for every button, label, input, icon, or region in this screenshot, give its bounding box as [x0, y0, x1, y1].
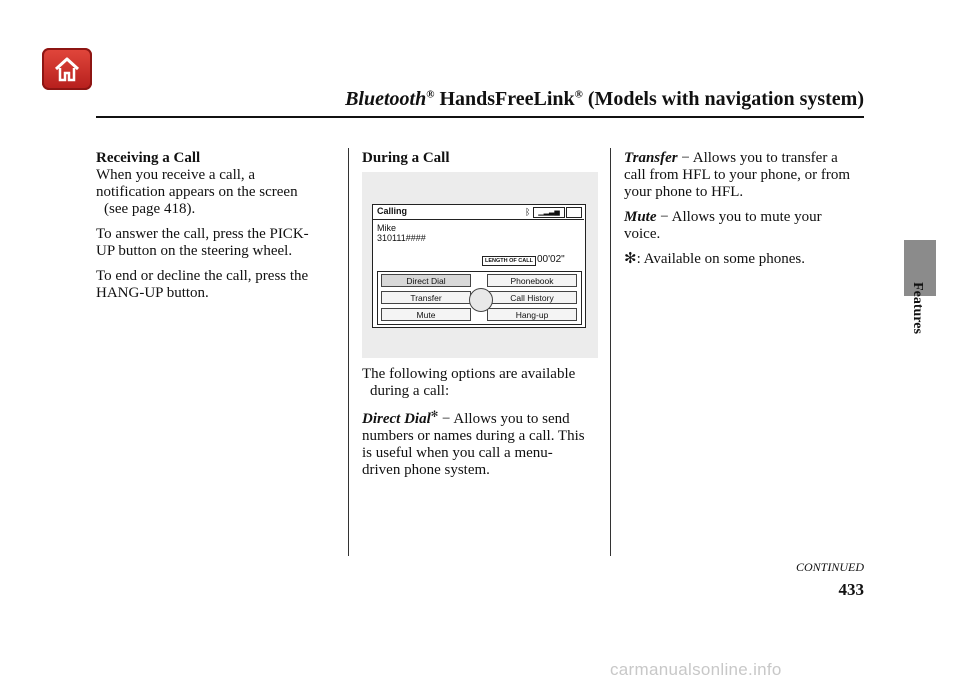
section-heading-during: During a Call — [362, 150, 450, 166]
column-divider-1 — [348, 148, 349, 556]
text-line: To answer the call, press the PICK- — [96, 226, 309, 242]
home-icon — [52, 55, 82, 83]
watermark: carmanualsonline.info — [610, 660, 782, 679]
page-header — [336, 88, 864, 111]
battery-icon — [566, 207, 582, 218]
term-mute: Mute — [624, 209, 657, 225]
text-line: notification appears on the screen — [96, 184, 298, 200]
text-line: − Allows you to mute your — [656, 209, 822, 225]
column-divider-2 — [610, 148, 611, 556]
text-line: UP button on the steering wheel. — [96, 243, 293, 259]
options-text — [362, 366, 606, 485]
calling-screen — [372, 204, 586, 328]
text-line: during a call: — [370, 383, 450, 399]
text-line: your phone to HFL. — [624, 184, 744, 200]
bluetooth-icon: ᛒ — [525, 207, 531, 217]
home-button[interactable] — [42, 48, 92, 90]
footnote-text: : Available on some phones. — [636, 251, 806, 267]
text-line: voice. — [624, 226, 661, 242]
length-of-call-label: LENGTH OF CALL — [482, 256, 536, 266]
section-tab-label: Features — [910, 282, 925, 334]
text-line: call from HFL to your phone, or from — [624, 167, 851, 183]
length-of-call-time: 00'02" — [537, 254, 565, 265]
term-transfer: Transfer — [624, 150, 678, 166]
screen-title-bar — [373, 205, 584, 220]
continued-label: CONTINUED — [795, 560, 864, 574]
availability-mark: ✻ — [430, 409, 439, 419]
page-number: 433 — [838, 580, 864, 599]
page-reference: (see page 418). — [104, 201, 196, 217]
header-models: (Models with navigation system) — [582, 88, 864, 110]
call-history-button[interactable]: Call History — [487, 291, 577, 304]
text-line: The following options are available — [362, 366, 576, 382]
text-line: numbers or names during a call. This — [362, 428, 585, 444]
text-line: driven phone system. — [362, 462, 490, 478]
mute-button[interactable]: Mute — [381, 308, 471, 321]
phonebook-button[interactable]: Phonebook — [487, 274, 577, 287]
column-receiving-call — [96, 150, 336, 308]
header-divider — [96, 116, 864, 118]
caller-name: Mike — [377, 223, 397, 233]
transfer-button[interactable]: Transfer — [381, 291, 471, 304]
column-options — [624, 150, 864, 274]
header-registered-mark-2: ® — [574, 88, 583, 101]
screen-title: Calling — [377, 206, 408, 216]
availability-mark: ✻ — [624, 251, 637, 267]
interface-dial-knob[interactable] — [469, 288, 493, 312]
call-menu — [377, 271, 582, 325]
screen-illustration — [362, 172, 598, 358]
signal-strength-icon: ▁▂▃▅ — [533, 207, 565, 218]
header-registered-mark: ® — [426, 88, 435, 101]
text-line: HANG-UP button. — [96, 285, 209, 301]
hang-up-button[interactable]: Hang-up — [487, 308, 577, 321]
caller-number: 310111#### — [377, 233, 426, 243]
term-direct-dial: Direct Dial — [362, 411, 431, 427]
text-line: is useful when you call a menu- — [362, 445, 553, 461]
direct-dial-button[interactable]: Direct Dial — [381, 274, 471, 287]
header-bluetooth: Bluetooth — [345, 88, 427, 110]
text-line: − Allows you to transfer a — [677, 150, 838, 166]
section-heading-receiving: Receiving a Call — [96, 150, 201, 166]
header-handsfreelink: HandsFreeLink — [434, 88, 575, 110]
text-line: When you receive a call, a — [96, 167, 256, 183]
text-line: To end or decline the call, press the — [96, 268, 309, 284]
column-during-call — [362, 150, 602, 167]
text-line: − Allows you to send — [438, 411, 570, 427]
